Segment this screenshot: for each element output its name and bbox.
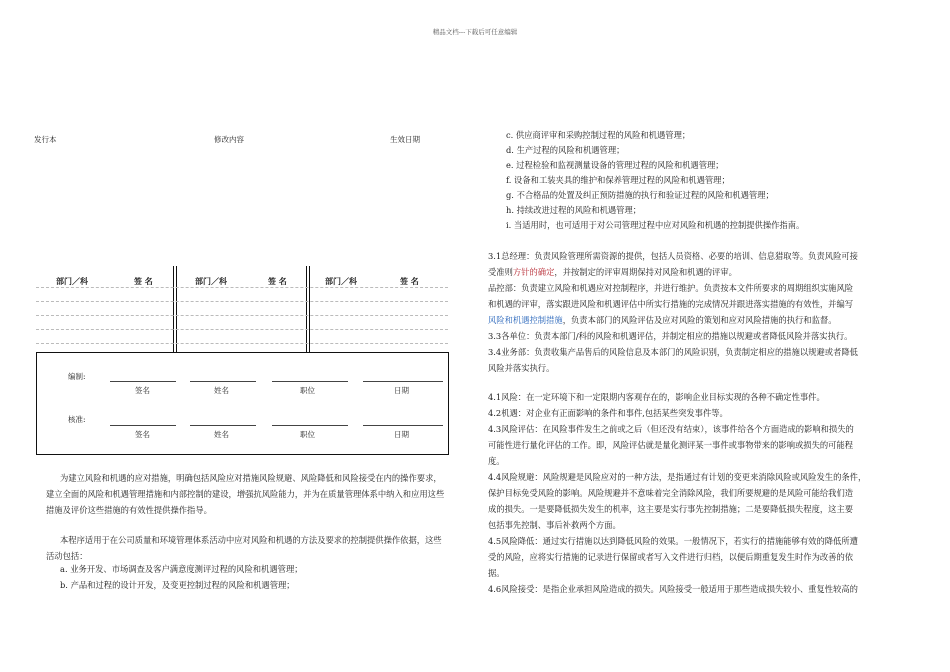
- def-4-5-line-2: 受的风险，应将实行措施的记录进行保留或者写入文件进行归档，以便后期重复发生时作为改善的依: [488, 552, 854, 562]
- sign-table-dept-3: 部门／科: [325, 277, 357, 286]
- sign-row-line: [36, 287, 448, 288]
- prepared-name-line: [190, 381, 256, 382]
- resp-3-1-line-1: 3.1总经理：负责风险管理所需资源的提供，包括人员资格、必要的培训、信息猎取等。负责风险可接: [488, 251, 858, 261]
- scope-item-a: a. 业务开发、市场调查及客户满意度测评过程的风险和机遇管理；: [60, 564, 303, 574]
- prepared-sign-caption: 签名: [135, 386, 150, 395]
- def-4-5-line-1: 4.5风险降低：通过实行措施以达到降低风险的效果。一般情况下，若实行的措施能够有效的降低所遭: [488, 536, 858, 546]
- def-4-3-line-1: 4.3风险评估：在风险事件发生之前或之后（但还没有结束），该事件给各个方面造成的影响和损失的: [488, 424, 854, 434]
- prepared-date-caption: 日期: [394, 386, 409, 395]
- prepared-name-caption: 姓名: [214, 386, 229, 395]
- def-4-3-line-2: 可能性进行量化评估的工作。即，风险评估就是量化测评某一事件或事物带来的影响或损失的可能程: [488, 440, 854, 450]
- prepared-date-line: [363, 381, 443, 382]
- resp-3-4-line-2: 风险并落实执行。: [488, 363, 555, 373]
- sign-row-line: [36, 329, 448, 330]
- policy-highlight: 方针的确定: [512, 267, 555, 277]
- def-4-3-line-3: 度。: [488, 456, 505, 466]
- approved-title-caption: 职位: [300, 430, 315, 439]
- approved-name-caption: 姓名: [214, 430, 229, 439]
- scope-paragraph: 本程序适用于在公司质量和环境管理体系活动中应对风险和机遇的方法及要求的控制提供操作依据，这些活动包括：: [46, 535, 442, 561]
- scope-item-e: e. 过程检验和监视测量设备的管理过程的风险和机遇管理；: [506, 160, 724, 170]
- scope-item-c: c. 供应商评审和采购控制过程的风险和机遇管理；: [506, 130, 691, 140]
- scope-item-f: f. 设备和工装夹具的维护和保养管理过程的风险和机遇管理；: [506, 175, 730, 185]
- approved-label: 核准:: [68, 415, 86, 424]
- sign-table-divider: [309, 266, 310, 352]
- prepared-title-caption: 职位: [300, 386, 315, 395]
- sign-row-line: [36, 301, 448, 302]
- approved-sign-line: [110, 425, 176, 426]
- sign-table-dept-1: 部门／科: [56, 277, 88, 286]
- prepared-title-line: [272, 381, 348, 382]
- scope-item-h: h. 持续改进过程的风险和机遇管理；: [506, 205, 642, 215]
- sign-table-dept-2: 部门／科: [195, 277, 227, 286]
- approved-date-caption: 日期: [394, 430, 409, 439]
- resp-3-1-line-2: 受准则方针的确定，并按制定的评审周期保持对风险和机遇的评审。: [488, 267, 737, 277]
- def-4-4-line-3: 成的损失。一是要降低损失发生的机率，这主要是实行事先控制措施；二是要降低损失程度，这主要: [488, 504, 854, 514]
- def-4-4-line-2: 保护目标免受风险的影响。风险规避并不意味着完全消除风险，我们所要规避的是风险可能给我们造: [488, 488, 854, 498]
- def-4-5-line-3: 据。: [488, 568, 505, 578]
- resp-3-2-line-3: 风险和机遇控制措施，负责本部门的风险评估及应对风险的策划和应对风险措施的执行和监督。: [488, 315, 837, 325]
- header-note: 精品文档---下载后可任意编辑: [432, 28, 518, 36]
- scope-item-i: i. 当适用时，也可适用于对公司管理过程中应对风险和机遇的控制提供操作指南。: [506, 220, 805, 230]
- def-4-2: 4.2机遇：对企业有正面影响的条件和事件,包括某些突发事件等。: [488, 408, 728, 418]
- sign-table-sign-2: 签 名: [268, 277, 287, 286]
- def-4-4-line-1: 4.4风险规避：风险规避是风险应对的一种方法，是指通过有计划的变更来消除风险或风险发生的条件，: [488, 472, 867, 482]
- resp-3-4-line-1: 3.4业务部：负责收集产品售后的风险信息及本部门的风险识别，负责制定相应的措施以规避或者降低: [488, 347, 858, 357]
- sign-row-line: [36, 315, 448, 316]
- def-4-1: 4.1风险：在一定环境下和一定限期内客观存在的，影响企业目标实现的各种不确定性事件。: [488, 392, 825, 402]
- revision-col-date: 生效日期: [390, 135, 420, 144]
- revision-col-content: 修改内容: [214, 135, 244, 144]
- sign-row-line: [36, 343, 448, 344]
- purpose-paragraph: 为建立风险和机遇的应对措施，明确包括风险应对措施风险规避、风险降低和风险接受在内的操作要求，建立全面的风险和机遇管理措施和内部控制的建设，增强抗风险能力，并为在质量管理体系中纳入和应用这些措施及评价这些措施的有效性提供操作指导。: [46, 473, 445, 515]
- control-measures-link: 风险和机遇控制措施: [488, 315, 563, 325]
- approved-title-line: [272, 425, 348, 426]
- approved-name-line: [190, 425, 256, 426]
- def-4-6: 4.6风险接受：是指企业承担风险造成的损失。风险接受一般适用于那些造成损失较小、重复性较高的: [488, 584, 858, 594]
- prepared-sign-line: [110, 381, 176, 382]
- scope-item-g: g. 不合格品的处置及纠正预防措施的执行和验证过程的风险和机遇管理；: [506, 190, 774, 200]
- sign-table-divider: [306, 266, 307, 352]
- resp-3-2-line-2: 和机遇的评审，落实跟进风险和机遇评估中所实行措施的完成情况并跟进落实措施的有效性，并编写: [488, 299, 854, 309]
- sign-table-sign-1: 签 名: [134, 277, 153, 286]
- def-4-4-line-4: 包括事先控制、事后补救两个方面。: [488, 520, 621, 530]
- resp-3-2-line-1: 品控部：负责建立风险和机遇应对控制程序，并进行维护。负责按本文件所要求的周期组织实施风险: [488, 283, 854, 293]
- revision-col-issue: 发行本: [34, 135, 57, 144]
- sign-table-sign-3: 签 名: [400, 277, 419, 286]
- approval-box: [36, 352, 449, 455]
- sign-table-divider: [176, 266, 177, 352]
- approved-date-line: [363, 425, 443, 426]
- scope-item-d: d. 生产过程的风险和机遇管理；: [506, 145, 625, 155]
- sign-table-divider: [173, 266, 174, 352]
- prepared-label: 编制:: [68, 372, 86, 381]
- scope-item-b: b. 产品和过程的设计开发，及变更控制过程的风险和机遇管理；: [60, 580, 295, 590]
- approved-sign-caption: 签名: [135, 430, 150, 439]
- resp-3-3: 3.3各单位：负责本部门/科的风险和机遇评估，并制定相应的措施以规避或者降低风险并落实执行。: [488, 331, 853, 341]
